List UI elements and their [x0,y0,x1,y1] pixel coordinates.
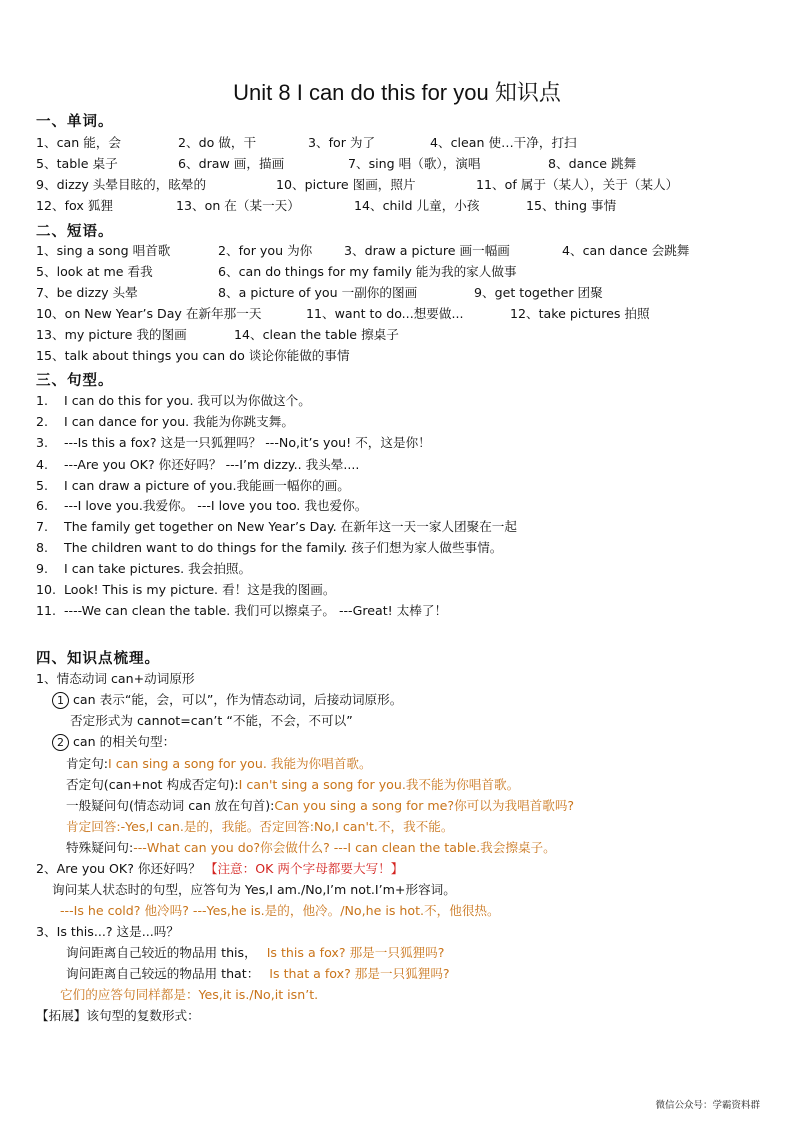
sentence-item [36,560,251,578]
page-title: Unit 8 I can do this for you 知识点 [233,80,561,105]
phrase-row [36,326,399,344]
word-row [36,134,577,152]
sentence-text: The children want to do things for the family. 孩子们想为家人做些事情。 [64,540,503,555]
word-item: 11、of 属于（某人），关于（某人） [476,177,679,192]
phrase-item: 9、get together 团聚 [474,285,603,300]
point-text: 询问某人状态时的句型，应答句为 Yes,I am./No,I’m not.I’m+形容词。 [52,882,456,897]
sentence-text: ---I love you.我爱你。 ---I love you too. 我也爱你。 [64,498,368,513]
phrase-item: 4、can dance 会跳舞 [562,243,690,258]
point-line [52,691,402,709]
example-line [66,944,444,962]
sentence-text: I can draw a picture of you.我能画一幅你的画。 [64,478,350,493]
sentence-number: 6. [36,498,49,513]
sentence-number: 7. [36,519,49,534]
phrase-item: 5、look at me 看我 [36,264,153,279]
word-item: 14、child 儿童，小孩 [354,198,480,213]
example-label: 肯定句: [66,756,109,771]
sentence-text: I can dance for you. 我能为你跳支舞。 [64,414,294,429]
example-text: ---Is he cold? 他冷吗? ---Yes,he is.是的，他冷。/No,he is hot.不，他很热。 [60,903,500,918]
word-item: 3、for 为了 [308,135,376,150]
word-item: 6、draw 画，描画 [178,156,285,171]
phrase-item: 7、be dizzy 头晕 [36,285,138,300]
word-item: 2、do 做，干 [178,135,257,150]
sentence-text: I can take pictures. 我会拍照。 [64,561,252,576]
example-label: 询问距离自己较远的物品用 that： [66,966,260,981]
sentence-number: 5. [36,478,49,493]
sentence-item [36,581,335,599]
word-item: 7、sing 唱（歌），演唱 [348,156,481,171]
sentence-number: 1. [36,393,49,408]
phrase-item: 13、my picture 我的图画 [36,327,187,342]
phrase-row [36,347,350,365]
example-label: 特殊疑问句: [66,840,134,855]
point-title: 1、情态动词 can+动词原形 [36,671,195,686]
word-item: 5、table 桌子 [36,156,118,171]
point-title: 3、Is this...? 这是...吗？ [36,924,179,939]
answer-line: 肯定回答:-Yes,I can.是的，我能。否定回答:No,I can't.不，我不能。 [66,819,454,834]
example-text: Is that a fox? 那是一只狐狸吗? [269,966,450,981]
word-item: 12、fox 狐狸 [36,198,114,213]
phrase-item: 12、take pictures 拍照 [510,306,650,321]
sentence-text: ---Are you OK? 你还好吗？ ---I’m dizzy.. 我头晕.... [64,457,360,472]
word-row [36,176,678,194]
example-text: Can you sing a song for me?你可以为我唱首歌吗? [274,798,575,813]
point-text: can 表示“能，会，可以”，作为情态动词，后接动词原形。 [73,692,403,707]
section-heading-knowledge: 四、知识点梳理。 [36,651,160,667]
example-line [66,776,519,794]
word-row [36,155,636,173]
sentence-number: 8. [36,540,49,555]
example-line [66,755,372,773]
sentence-text: ---Is this a fox? 这是一只狐狸吗？ ---No,it’s you! 不，这是你！ [64,435,431,450]
sentence-number: 10. [36,582,57,597]
sentence-item [36,392,311,410]
point-text: 否定形式为 cannot=can’t “不能，不会，不可以” [70,713,353,728]
word-item: 1、can 能，会 [36,135,122,150]
phrase-item: 6、can do things for my family 能为我的家人做事 [218,264,517,279]
word-item: 10、picture 图画，照片 [276,177,416,192]
point-title [36,860,403,878]
phrase-item: 8、a picture of you 一副你的图画 [218,285,418,300]
phrase-row [36,284,603,302]
sentence-text: Look! This is my picture. 看！这是我的图画。 [64,582,336,597]
point-text: can 的相关句型： [73,734,176,749]
sentence-item [36,477,350,495]
word-item: 9、dizzy 头晕目眩的，眩晕的 [36,177,207,192]
sentence-text: I can do this for you. 我可以为你做这个。 [64,393,311,408]
point-line [52,733,175,751]
extension-line: 【拓展】该句型的复数形式： [36,1008,200,1023]
section-heading-sentences: 三、句型。 [36,373,114,389]
example-line [66,965,450,983]
sentence-text: The family get together on New Year’s Day. 在新年这一天一家人团聚在一起 [64,519,517,534]
phrase-row [36,242,689,260]
word-row [36,197,616,215]
sentence-number: 11. [36,603,57,618]
sentence-number: 9. [36,561,49,576]
sentence-item [36,518,517,536]
sentence-item [36,602,447,620]
example-label: 一般疑问句(情态动词 can 放在句首): [66,798,275,813]
sentence-item [36,434,431,452]
example-text: I can sing a song for you. 我能为你唱首歌。 [108,756,372,771]
example-line [66,797,574,815]
phrase-item: 2、for you 为你 [218,243,313,258]
word-item: 15、thing 事情 [526,198,617,213]
sentence-item [36,456,359,474]
word-item: 4、clean 使…干净，打扫 [430,135,577,150]
sentence-item [36,539,502,557]
note-text: 【注意：OK 两个字母都要大写！】 [204,861,404,876]
example-text: Is this a fox? 那是一只狐狸吗? [266,945,445,960]
sentence-number: 4. [36,457,49,472]
phrase-item: 10、on New Year’s Day 在新年那一天 [36,306,262,321]
sentence-number: 3. [36,435,49,450]
example-text: ---What can you do?你会做什么? ---I can clean the table.我会擦桌子。 [133,840,556,855]
example-label: 否定句(can+not 构成否定句): [66,777,239,792]
example-label: 询问距离自己较近的物品用 this， [66,945,257,960]
example-text: I can't sing a song for you.我不能为你唱首歌。 [238,777,520,792]
sentence-number: 2. [36,414,49,429]
phrase-item: 14、clean the table 擦桌子 [234,327,399,342]
phrase-row [36,263,517,281]
phrase-item: 1、sing a song 唱首歌 [36,243,171,258]
section-heading-phrases: 二、短语。 [36,224,114,240]
example-line [66,839,556,857]
word-item: 13、on 在（某一天） [176,198,300,213]
circled-number-2: 2 [52,734,69,751]
phrase-item: 3、draw a picture 画一幅画 [344,243,510,258]
section-heading-words: 一、单词。 [36,114,114,130]
circled-number-1: 1 [52,692,69,709]
phrase-item: 11、want to do...想要做... [306,306,464,321]
phrase-item: 15、talk about things you can do 谈论你能做的事情 [36,348,350,363]
word-item: 8、dance 跳舞 [548,156,637,171]
phrase-row [36,305,650,323]
sentence-item [36,413,294,431]
footer-credit: 微信公众号：学霸资料群 [655,1100,760,1111]
point-title-text: 2、Are you OK? 你还好吗？ [36,861,201,876]
sentence-item [36,497,367,515]
sentence-text: ----We can clean the table. 我们可以擦桌子。 ---Great! 太棒了！ [64,603,448,618]
answer-line: 它们的应答句同样都是：Yes,it is./No,it isn’t. [60,987,319,1002]
